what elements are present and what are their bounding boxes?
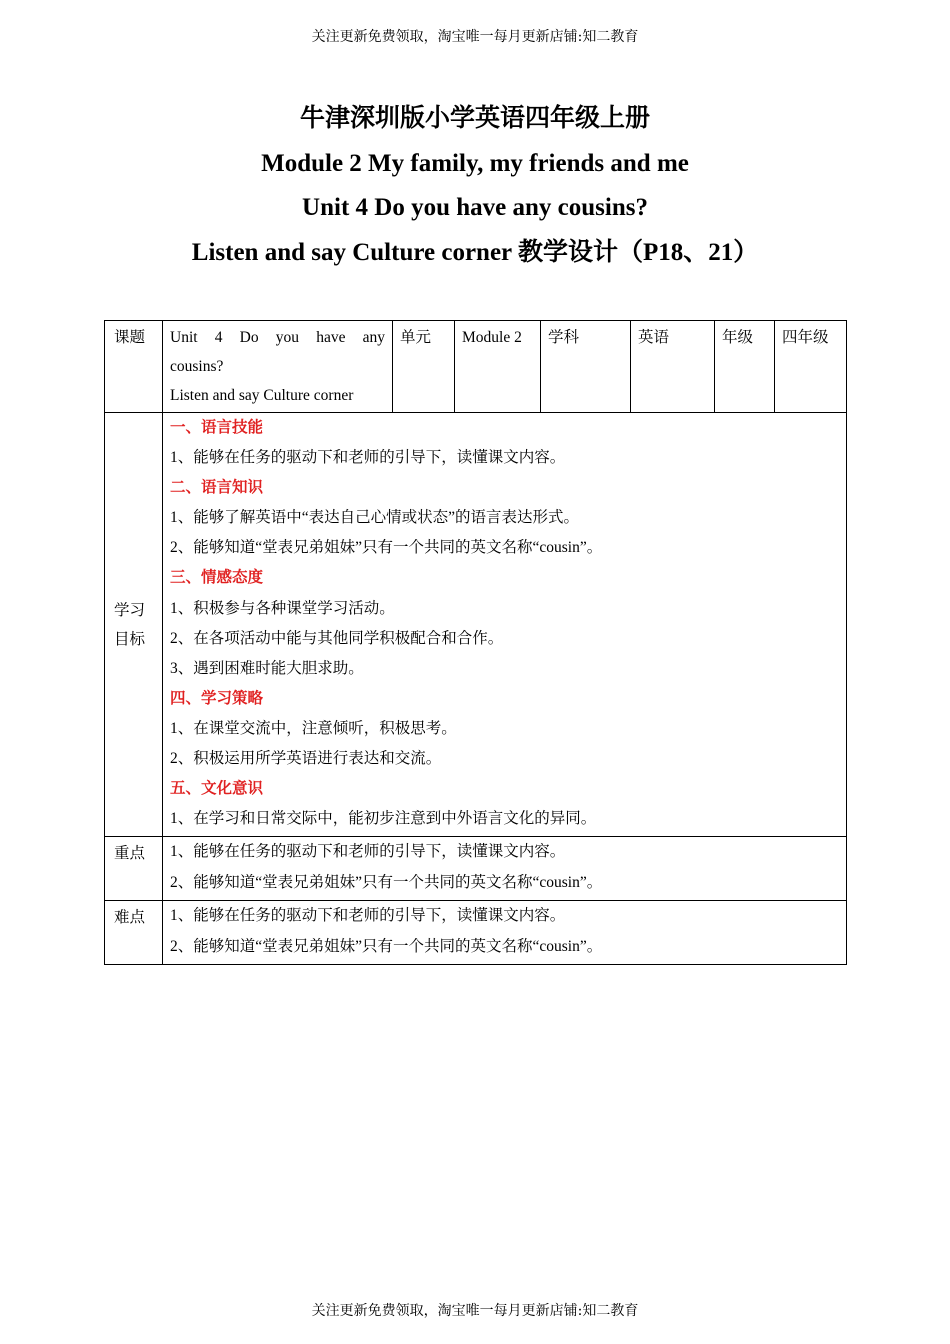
difficulties-row [105, 901, 847, 965]
section-heading: 一、语言技能 [170, 419, 264, 436]
page-header: 关注更新免费领取，淘宝唯一每月更新店铺:知二教育 [311, 29, 639, 45]
section-heading: 五、文化意识 [170, 780, 264, 798]
objective-item: 3、遇到困难时能大胆求助。 [170, 659, 364, 677]
section-heading: 二、语言知识 [170, 479, 264, 497]
key-points-label: 重点 [105, 837, 163, 901]
topic-label: 课题 [105, 321, 163, 413]
difficulties-label: 难点 [105, 901, 163, 965]
subject-value: 英语 [631, 321, 715, 413]
difficulty-item: 1、能够在任务的驱动下和老师的引导下，读懂课文内容。 [170, 907, 566, 925]
topic-line-2: cousins? [170, 358, 224, 375]
key-point-item: 1、能够在任务的驱动下和老师的引导下，读懂课文内容。 [170, 843, 566, 861]
objective-item: 2、能够知道“堂表兄弟姐妹”只有一个共同的英文名称“cousin”。 [170, 539, 603, 557]
title-lesson: Listen and say Culture corner 教学设计（P18、21） [191, 238, 759, 266]
objective-item: 1、能够了解英语中“表达自己心情或状态”的语言表达形式。 [170, 509, 580, 527]
document-titles [0, 97, 950, 275]
topic-value [163, 321, 393, 413]
title-textbook: 牛津深圳版小学英语四年级上册 [299, 105, 650, 132]
grade-value: 四年级 [775, 321, 847, 413]
page-footer: 关注更新免费领取，淘宝唯一每月更新店铺:知二教育 [311, 1303, 639, 1319]
objectives-label-line-2: 目标 [114, 630, 146, 648]
key-points-row [105, 837, 847, 901]
objective-item: 2、在各项活动中能与其他同学积极配合和合作。 [170, 629, 504, 647]
objectives-label [105, 413, 163, 837]
section-heading: 三、情感态度 [170, 569, 264, 587]
subject-label: 学科 [541, 321, 631, 413]
title-module: Module 2 My family, my friends and me [261, 149, 689, 177]
objective-item: 1、积极参与各种课堂学习活动。 [170, 599, 395, 617]
objectives-label-line-1: 学习 [114, 601, 146, 619]
unit-label: 单元 [393, 321, 455, 413]
objective-item: 1、能够在任务的驱动下和老师的引导下，读懂课文内容。 [170, 449, 566, 467]
objective-item: 1、在课堂交流中，注意倾听，积极思考。 [170, 719, 457, 737]
key-point-item: 2、能够知道“堂表兄弟姐妹”只有一个共同的英文名称“cousin”。 [170, 873, 603, 891]
key-points-content [163, 837, 847, 901]
difficulty-item: 2、能够知道“堂表兄弟姐妹”只有一个共同的英文名称“cousin”。 [170, 937, 603, 955]
topic-line-1: Unit 4 Do you have any [170, 329, 385, 346]
grade-label: 年级 [715, 321, 775, 413]
info-row [105, 321, 847, 413]
unit-value: Module 2 [455, 321, 541, 413]
objective-item: 1、在学习和日常交际中，能初步注意到中外语言文化的异同。 [170, 810, 597, 828]
lesson-plan-table [104, 320, 847, 965]
difficulties-content [163, 901, 847, 965]
section-heading: 四、学习策略 [170, 689, 264, 707]
objectives-content [163, 413, 847, 837]
topic-line-3: Listen and say Culture corner [170, 387, 354, 404]
title-unit: Unit 4 Do you have any cousins? [302, 194, 648, 221]
objectives-row [105, 413, 847, 837]
objective-item: 2、积极运用所学英语进行表达和交流。 [170, 750, 442, 768]
